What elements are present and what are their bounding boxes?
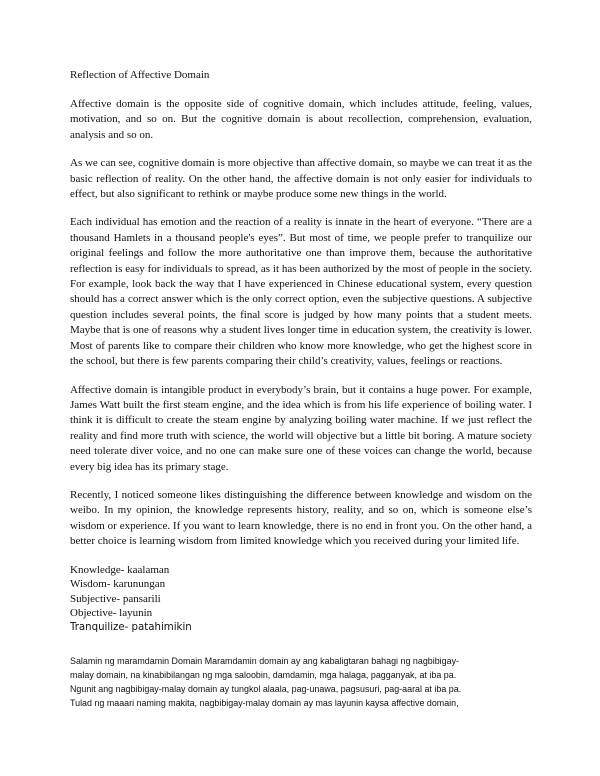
tagalog-translation xyxy=(70,654,532,711)
document-title: Reflection of Affective Domain xyxy=(70,69,210,81)
glossary-item: Wisdom- karunungan xyxy=(70,578,166,591)
tagalog-line: Ngunit ang nagbibigay-malay domain ay tungkol alaala, pag-unawa, pagsusuri, pag-aaral at iba pa. xyxy=(70,683,462,694)
paragraph-3: Each individual has emotion and the reaction of a reality is innate in the heart of everyone. “There are a thousand Hamlets in a thousand people's eyes”. But most of time, we people prefer to tranquilize our original feelings and follow the more authoritative one than improve them, because the authoritative reflection is easy for individuals to spread, as it has been authorized by the most of people in the society. For example, look back the way that I have experienced in Chinese educational system, every question should has a correct answer which is the only correct option, even the subjective questions. A subjective question includes several points, the final score is judged by how many points that a student meets. Maybe that is one of reasons why a student lives longer time in education system, the creativity is lower. Most of parents like to compare their children who know more knowledge, who get the highest score in the school, but there is few parents comparing their child’s creativity, values, feelings or reactions. xyxy=(70,216,532,368)
tagalog-line: malay domain, na kinabibilangan ng mga saloobin, damdamin, mga halaga, pagganyak, at iba pa. xyxy=(70,669,457,680)
tagalog-line: Tulad ng maaari naming makita, nagbibigay-malay domain ay mas layunin kaysa affective domain, xyxy=(70,698,459,709)
tagalog-line: Salamin ng maramdamin Domain Maramdamin domain ay ang kabaligtaran bahagi ng nagbibigay- xyxy=(70,655,460,666)
glossary-item: Subjective- pansarili xyxy=(70,592,161,605)
paragraph-4: Affective domain is intangible product in everybody’s brain, but it contains a huge power. For example, James Watt built the first steam engine, and the idea which is from his life experience of boiling water. I think it is difficult to create the steam engine by analyzing boiling water machine. If we just reflect the reality and find more truth with science, the world will objective but a little bit boring. A mature society need tolerate diver voice, and no one can make sure one of these voices can change the world, because every big idea has its primary stage. xyxy=(70,383,532,473)
paragraph-2: As we can see, cognitive domain is more objective than affective domain, so maybe we can treat it as the basic reflection of reality. On the other hand, the affective domain is not only easier for individuals to effect, but also significant to rethink or maybe produce some new things in the world. xyxy=(70,157,532,201)
glossary-item: Tranquilize- patahimikin xyxy=(70,621,192,633)
glossary-item: Objective- layunin xyxy=(70,607,153,620)
glossary-list xyxy=(70,563,532,636)
paragraph-1: Affective domain is the opposite side of cognitive domain, which includes attitude, feeling, values, motivation, and so on. But the cognitive domain is about recollection, comprehension, evaluation, analysis and so on. xyxy=(70,98,532,141)
paragraph-5: Recently, I noticed someone likes distinguishing the difference between knowledge and wisdom on the weibo. In my opinion, the knowledge represents history, reality, and so on, which is someone else’s wisdom or experience. If you want to learn knowledge, there is no end in front you. On the other hand, a better choice is learning wisdom from limited knowledge which you received during your limited life. xyxy=(70,488,532,548)
glossary-item: Knowledge- kaalaman xyxy=(70,563,170,576)
document-page xyxy=(70,68,532,710)
